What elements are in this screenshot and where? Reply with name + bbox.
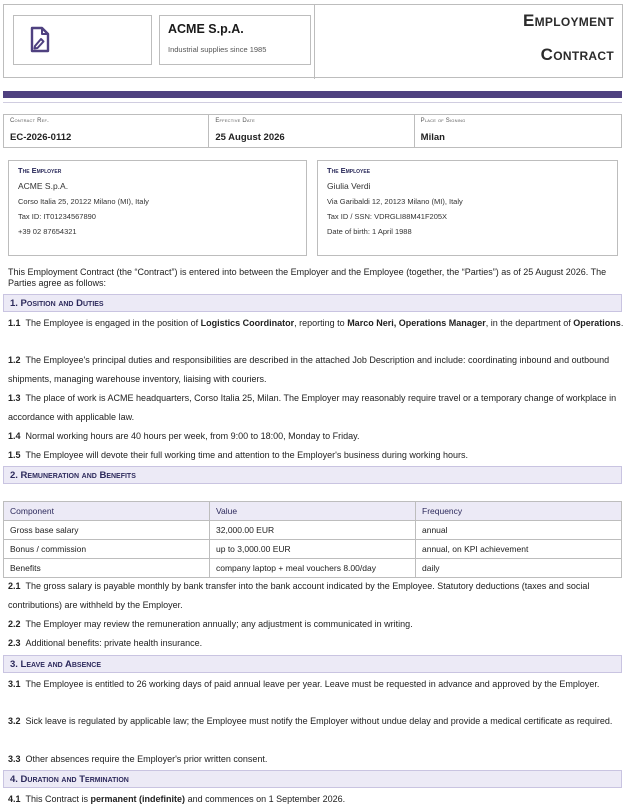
clause-text: This Contract is [25,794,91,804]
table-cell: annual, on KPI achievement [416,540,622,559]
document-header [3,4,623,78]
clause-text: Normal working hours are 40 hours per week, from 9:00 to 18:00, Monday to Friday. [25,431,360,441]
clause-1-4 [8,427,624,446]
clause-text: . [620,318,624,328]
clause-3-1 [8,675,624,694]
logo [13,15,152,65]
clause-number: 3.3 [8,754,21,764]
clause-text: The Employer may review the remuneration annually; any adjustment is communicated in writing. [25,619,413,629]
accent-band [3,91,622,98]
table-cell: company laptop + meal vouchers 8.00/day [210,559,416,578]
clause-1-3 [8,389,624,427]
section-title-2: 2. Remuneration and Benefits [3,466,622,484]
employee-box [317,160,618,256]
clause-text: Other absences require the Employer's prior written consent. [25,754,268,764]
clause-text: , reporting to [294,318,348,328]
company-name: ACME S.p.A. [168,22,244,36]
column-header: Frequency [416,502,622,521]
employee-tax-id: Tax ID / SSN: VDRGLI88M41F205X [327,212,448,221]
title-line-2: Contract [540,45,614,64]
clause-number: 1.3 [8,393,21,403]
clause-number: 2.2 [8,619,21,629]
employee-dob: Date of birth: 1 April 1988 [327,227,412,236]
meta-label: Place of Signing [420,118,466,124]
clause-2-2 [8,615,624,634]
clause-number: 1.5 [8,450,21,460]
employer-address: Corso Italia 25, 20122 Milano (MI), Italy [18,197,149,206]
position-title: Logistics Coordinator [200,318,295,328]
table-cell: Benefits [4,559,210,578]
clause-number: 3.1 [8,679,21,689]
clause-text: Sick leave is regulated by applicable law; the Employee must notify the Employer without undue delay and provide a medical certificate as required. [25,716,613,726]
manager-name: Marco Neri, Operations Manager [347,318,486,328]
employer-name: ACME S.p.A. [18,181,69,191]
employer-tax-id: Tax ID: IT01234567890 [18,212,96,221]
header-divider [314,5,315,79]
column-header: Component [4,502,210,521]
clause-number: 1.4 [8,431,21,441]
employee-name: Giulia Verdi [327,181,371,191]
clause-number: 1.1 [8,318,21,328]
table-cell: Gross base salary [4,521,210,540]
clause-4-1 [8,790,624,809]
table-header-row [4,502,622,521]
meta-value: EC-2026-0112 [10,132,72,143]
clause-text: The Employee's principal duties and responsibilities are described in the attached Job Description and include: coordinating inbound and outbound shipments, managing warehouse inventory, liaising with couriers. [8,355,610,384]
meta-contract-ref [4,115,209,147]
employee-address: Via Garibaldi 12, 20123 Milano (MI), Italy [327,197,463,206]
clause-2-1 [8,577,624,615]
meta-value: 25 August 2026 [215,132,285,143]
meta-place [415,115,621,147]
divider [3,102,622,103]
department-name: Operations [573,318,621,328]
meta-effective-date [209,115,414,147]
clause-text: The Employee is entitled to 26 working days of paid annual leave per year. Leave must be requested in advance and approved by the Employer. [25,679,600,689]
table-row [4,559,622,578]
clause-text: , in the department of [485,318,574,328]
clause-1-1 [8,314,624,333]
clause-number: 2.3 [8,638,21,648]
clause-number: 3.2 [8,716,21,726]
clause-text: Additional benefits: private health insurance. [25,638,203,648]
title-line-1: Employment [522,11,614,30]
clause-1-2 [8,351,624,389]
intro-paragraph: This Employment Contract (the “Contract”) is entered into between the Employer and the Employee (together, the “Parties”) as of 25 August 2026. The Parties agree as follows: [8,267,607,288]
employee-title: The Employee [327,166,371,175]
clause-2-3 [8,634,624,653]
meta-label: Effective Date [215,118,255,124]
section-title-3: 3. Leave and Absence [3,655,622,673]
table-row [4,521,622,540]
section-title-1: 1. Position and Duties [3,294,622,312]
remuneration-table [3,501,622,578]
document-pen-icon [24,25,54,55]
table-cell: daily [416,559,622,578]
clause-text: The Employee will devote their full working time and attention to the Employer's business during working hours. [25,450,468,460]
meta-value: Milan [420,132,445,143]
employer-title: The Employer [18,166,62,175]
company-info [159,15,311,65]
document-title [523,11,614,65]
column-header: Value [210,502,416,521]
clause-3-3 [8,750,624,769]
company-tagline: Industrial supplies since 1985 [168,45,267,54]
employer-box [8,160,307,256]
meta-label: Contract Ref. [10,118,50,124]
clause-text: The Employee is engaged in the position of [25,318,201,328]
section-title-4: 4. Duration and Termination [3,770,622,788]
table-cell: annual [416,521,622,540]
clause-1-5 [8,446,624,465]
table-cell: up to 3,000.00 EUR [210,540,416,559]
clause-text: The gross salary is payable monthly by bank transfer into the bank account indicated by the Employee. Statutory deductions (taxes and social contributions) are withheld by the Employer. [8,581,590,610]
table-cell: 32,000.00 EUR [210,521,416,540]
clause-text: and commences on 1 September 2026. [185,794,346,804]
contract-meta [3,114,622,148]
clause-number: 4.1 [8,794,21,804]
table-row [4,540,622,559]
clause-text: The place of work is ACME headquarters, Corso Italia 25, Milan. The Employer may reasonably require travel or a temporary change of workplace in accordance with applicable law. [8,393,617,422]
clause-number: 2.1 [8,581,21,591]
contract-type: permanent (indefinite) [90,794,186,804]
employer-phone: +39 02 87654321 [18,227,77,236]
clause-3-2 [8,712,624,731]
table-cell: Bonus / commission [4,540,210,559]
clause-number: 1.2 [8,355,21,365]
